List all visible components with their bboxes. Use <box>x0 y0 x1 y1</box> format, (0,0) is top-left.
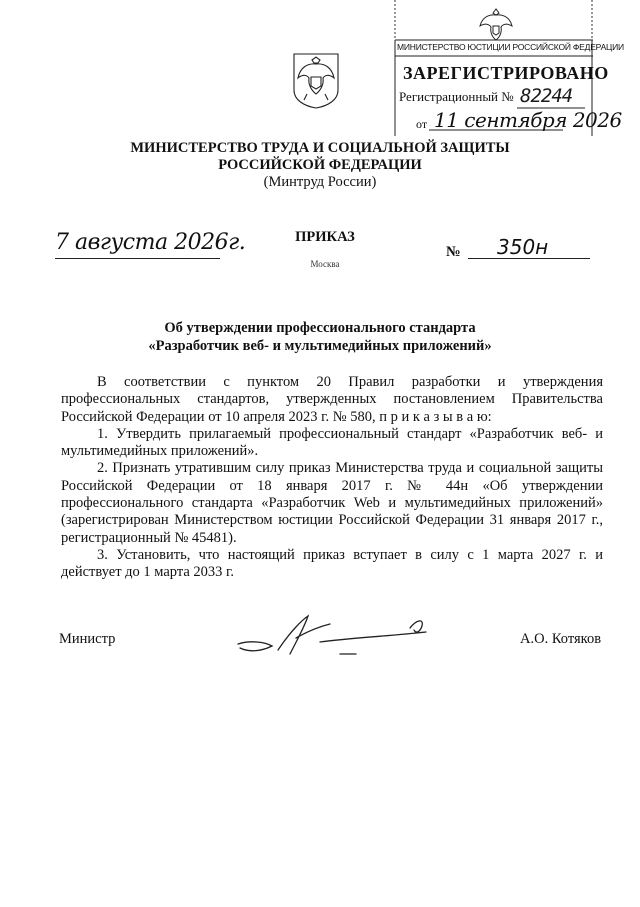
handwritten-signature <box>230 612 435 662</box>
order-number-underline <box>468 258 590 259</box>
signatory-role: Министр <box>59 631 116 647</box>
body-paragraph-item-2: 2. Признать утратившим силу приказ Министерства труда и социальной защиты Российской Федерации от 18 января 2017 г. № 44н «Об утверждении профессионального стандарта «Разработчик Web и мультимедийных приложений» (зарегистрирован Министерством юстиции Российской Федерации 31 января 2017 г., регистрационный № 45481). <box>61 460 603 546</box>
stamp-ministry-name: МИНИСТЕРСТВО ЮСТИЦИИ РОССИЙСКОЙ ФЕДЕРАЦИИ <box>397 42 624 52</box>
coat-of-arms-icon <box>290 50 342 110</box>
stamp-from-label: от <box>416 117 428 131</box>
order-number: 350н <box>497 235 549 259</box>
ministry-title-line1: МИНИСТЕРСТВО ТРУДА И СОЦИАЛЬНОЙ ЗАЩИТЫ <box>130 140 510 156</box>
body-paragraph-item-1: 1. Утвердить прилагаемый профессиональный стандарт «Разработчик веб- и мультимедийных приложений». <box>61 425 603 460</box>
order-title: ПРИКАЗ <box>295 229 355 245</box>
ministry-title-line2: РОССИЙСКОЙ ФЕДЕРАЦИИ <box>218 157 422 173</box>
stamp-registered-label: ЗАРЕГИСТРИРОВАНО <box>403 63 609 83</box>
stamp-reg-date: 11 сентября 2026 <box>434 108 622 132</box>
body-paragraph-preamble: В соответствии с пунктом 20 Правил разработки и утверждения профессиональных стандартов, утвержденных постановлением Правительства Российской Федерации от 10 апреля 2023 г. № 580, п р и к а з ы в а ю: <box>61 374 603 425</box>
order-subject-line2: «Разработчик веб- и мультимедийных приложений» <box>148 338 492 354</box>
order-subject <box>60 319 580 355</box>
order-date-underline <box>55 258 220 259</box>
ministry-title <box>60 140 580 174</box>
order-city: Москва <box>310 259 340 269</box>
body-paragraph-item-3: 3. Установить, что настоящий приказ вступает в силу с 1 марта 2027 г. и действует до 1 марта 2033 г. <box>61 546 603 581</box>
stamp-reg-number: 82244 <box>520 85 573 107</box>
order-date: 7 августа 2026г. <box>55 230 246 255</box>
order-body <box>61 374 603 582</box>
order-subject-line1: Об утверждении профессионального стандарта <box>164 320 476 336</box>
signatory-name: А.О. Котяков <box>520 631 602 647</box>
stamp-coat-of-arms-icon <box>476 4 516 44</box>
order-number-label: № <box>446 244 461 260</box>
stamp-reg-number-label: Регистрационный № <box>399 89 514 104</box>
ministry-short-name: (Минтруд России) <box>263 174 377 190</box>
